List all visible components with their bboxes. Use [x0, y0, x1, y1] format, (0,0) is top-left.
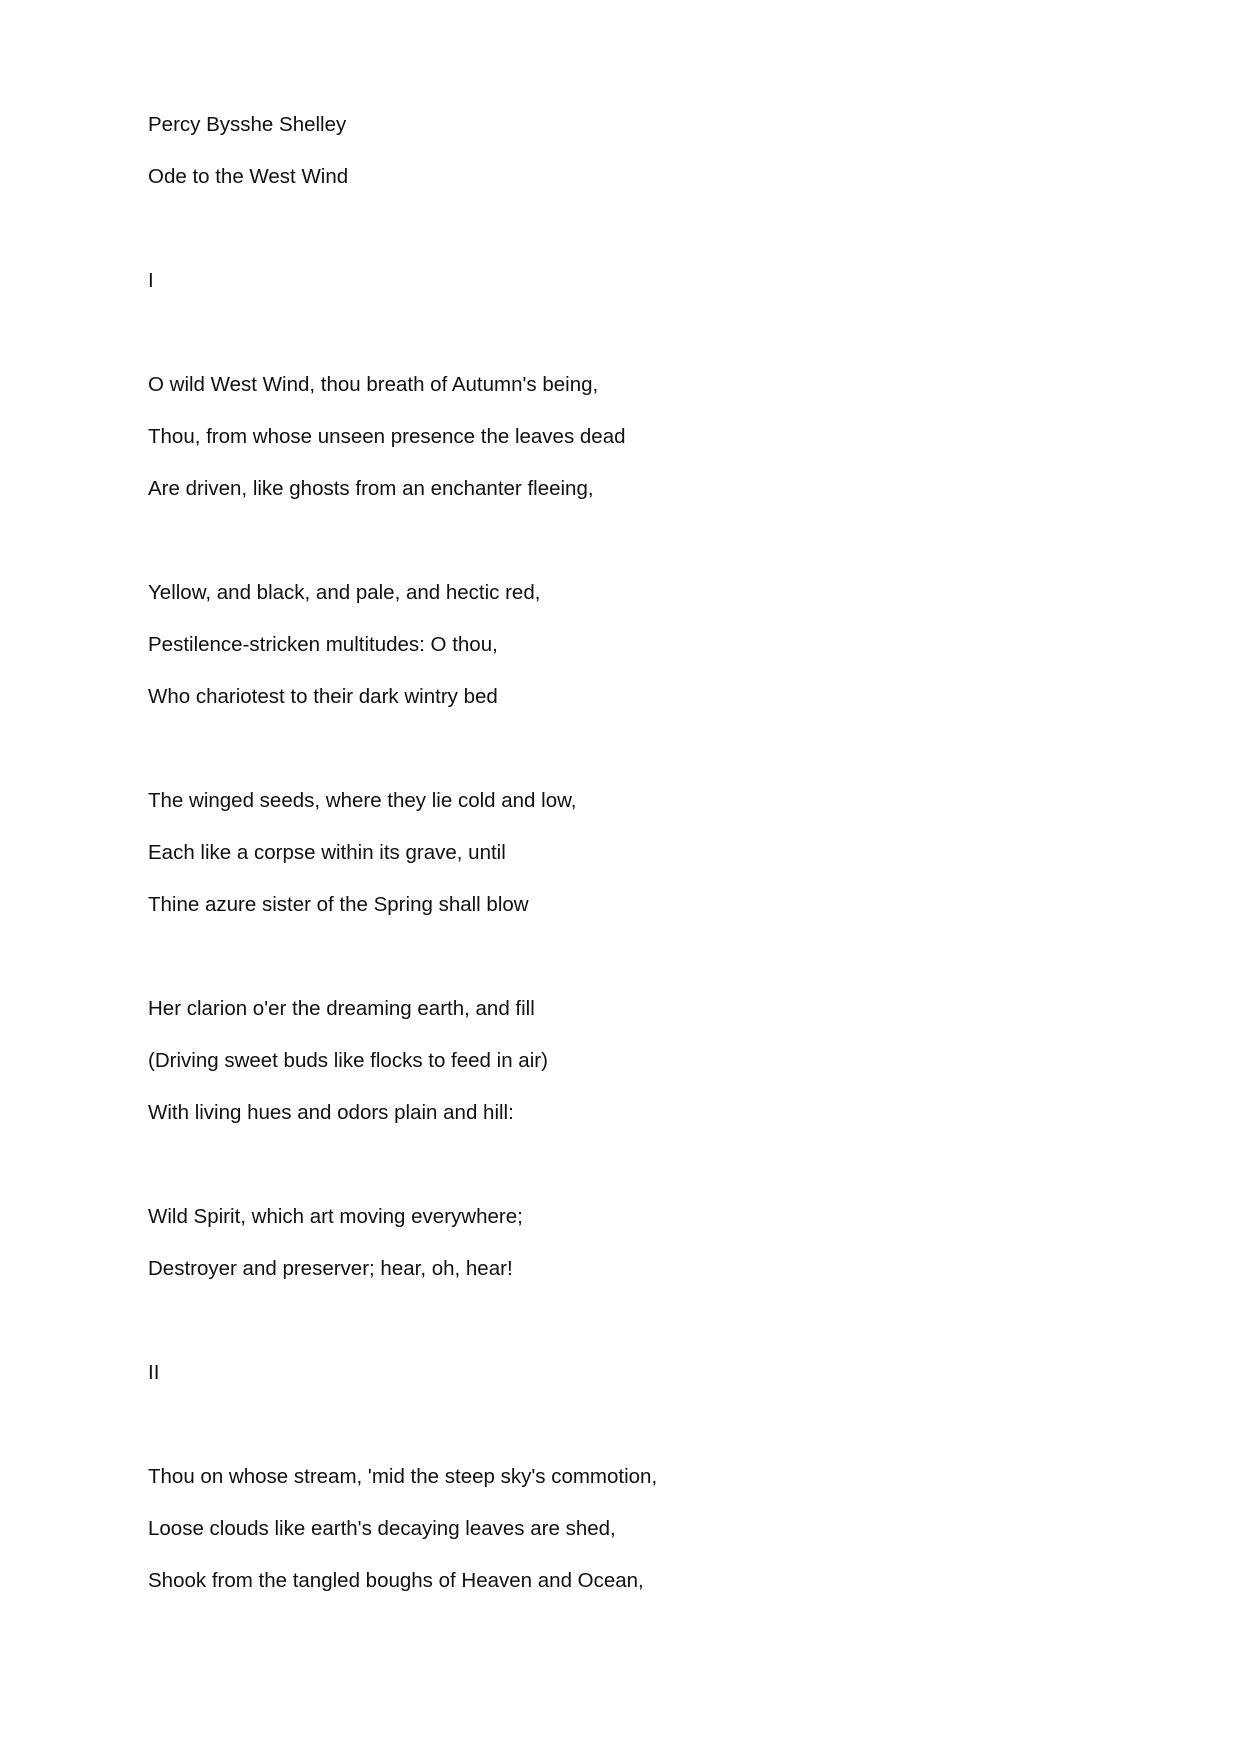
poem-line: (Driving sweet buds like flocks to feed in air)	[148, 1049, 548, 1072]
poem-line: With living hues and odors plain and hill:	[148, 1101, 514, 1124]
poem-line: Destroyer and preserver; hear, oh, hear!	[148, 1257, 513, 1280]
poem-line: Yellow, and black, and pale, and hectic red,	[148, 581, 541, 604]
poem-line: Her clarion o'er the dreaming earth, and fill	[148, 997, 535, 1020]
poem-line: Loose clouds like earth's decaying leaves are shed,	[148, 1517, 616, 1540]
poem-line: Pestilence-stricken multitudes: O thou,	[148, 633, 498, 656]
poem-line: Thou on whose stream, 'mid the steep sky's commotion,	[148, 1465, 658, 1488]
poem-line: Shook from the tangled boughs of Heaven and Ocean,	[148, 1569, 644, 1592]
poem-line: Wild Spirit, which art moving everywhere;	[148, 1205, 523, 1228]
poem-line: O wild West Wind, thou breath of Autumn's being,	[148, 373, 599, 396]
poem-title: Ode to the West Wind	[148, 165, 349, 188]
poem-line: Who chariotest to their dark wintry bed	[148, 685, 498, 708]
section-numeral: I	[148, 269, 154, 292]
poem-line: Thou, from whose unseen presence the leaves dead	[148, 425, 626, 448]
poem-line: Thine azure sister of the Spring shall blow	[148, 893, 529, 916]
poem-author: Percy Bysshe Shelley	[148, 113, 347, 136]
poem-line: Each like a corpse within its grave, until	[148, 841, 506, 864]
poem-line: The winged seeds, where they lie cold and low,	[148, 789, 577, 812]
poem-line: Are driven, like ghosts from an enchanter fleeing,	[148, 477, 594, 500]
section-numeral: II	[148, 1361, 160, 1384]
